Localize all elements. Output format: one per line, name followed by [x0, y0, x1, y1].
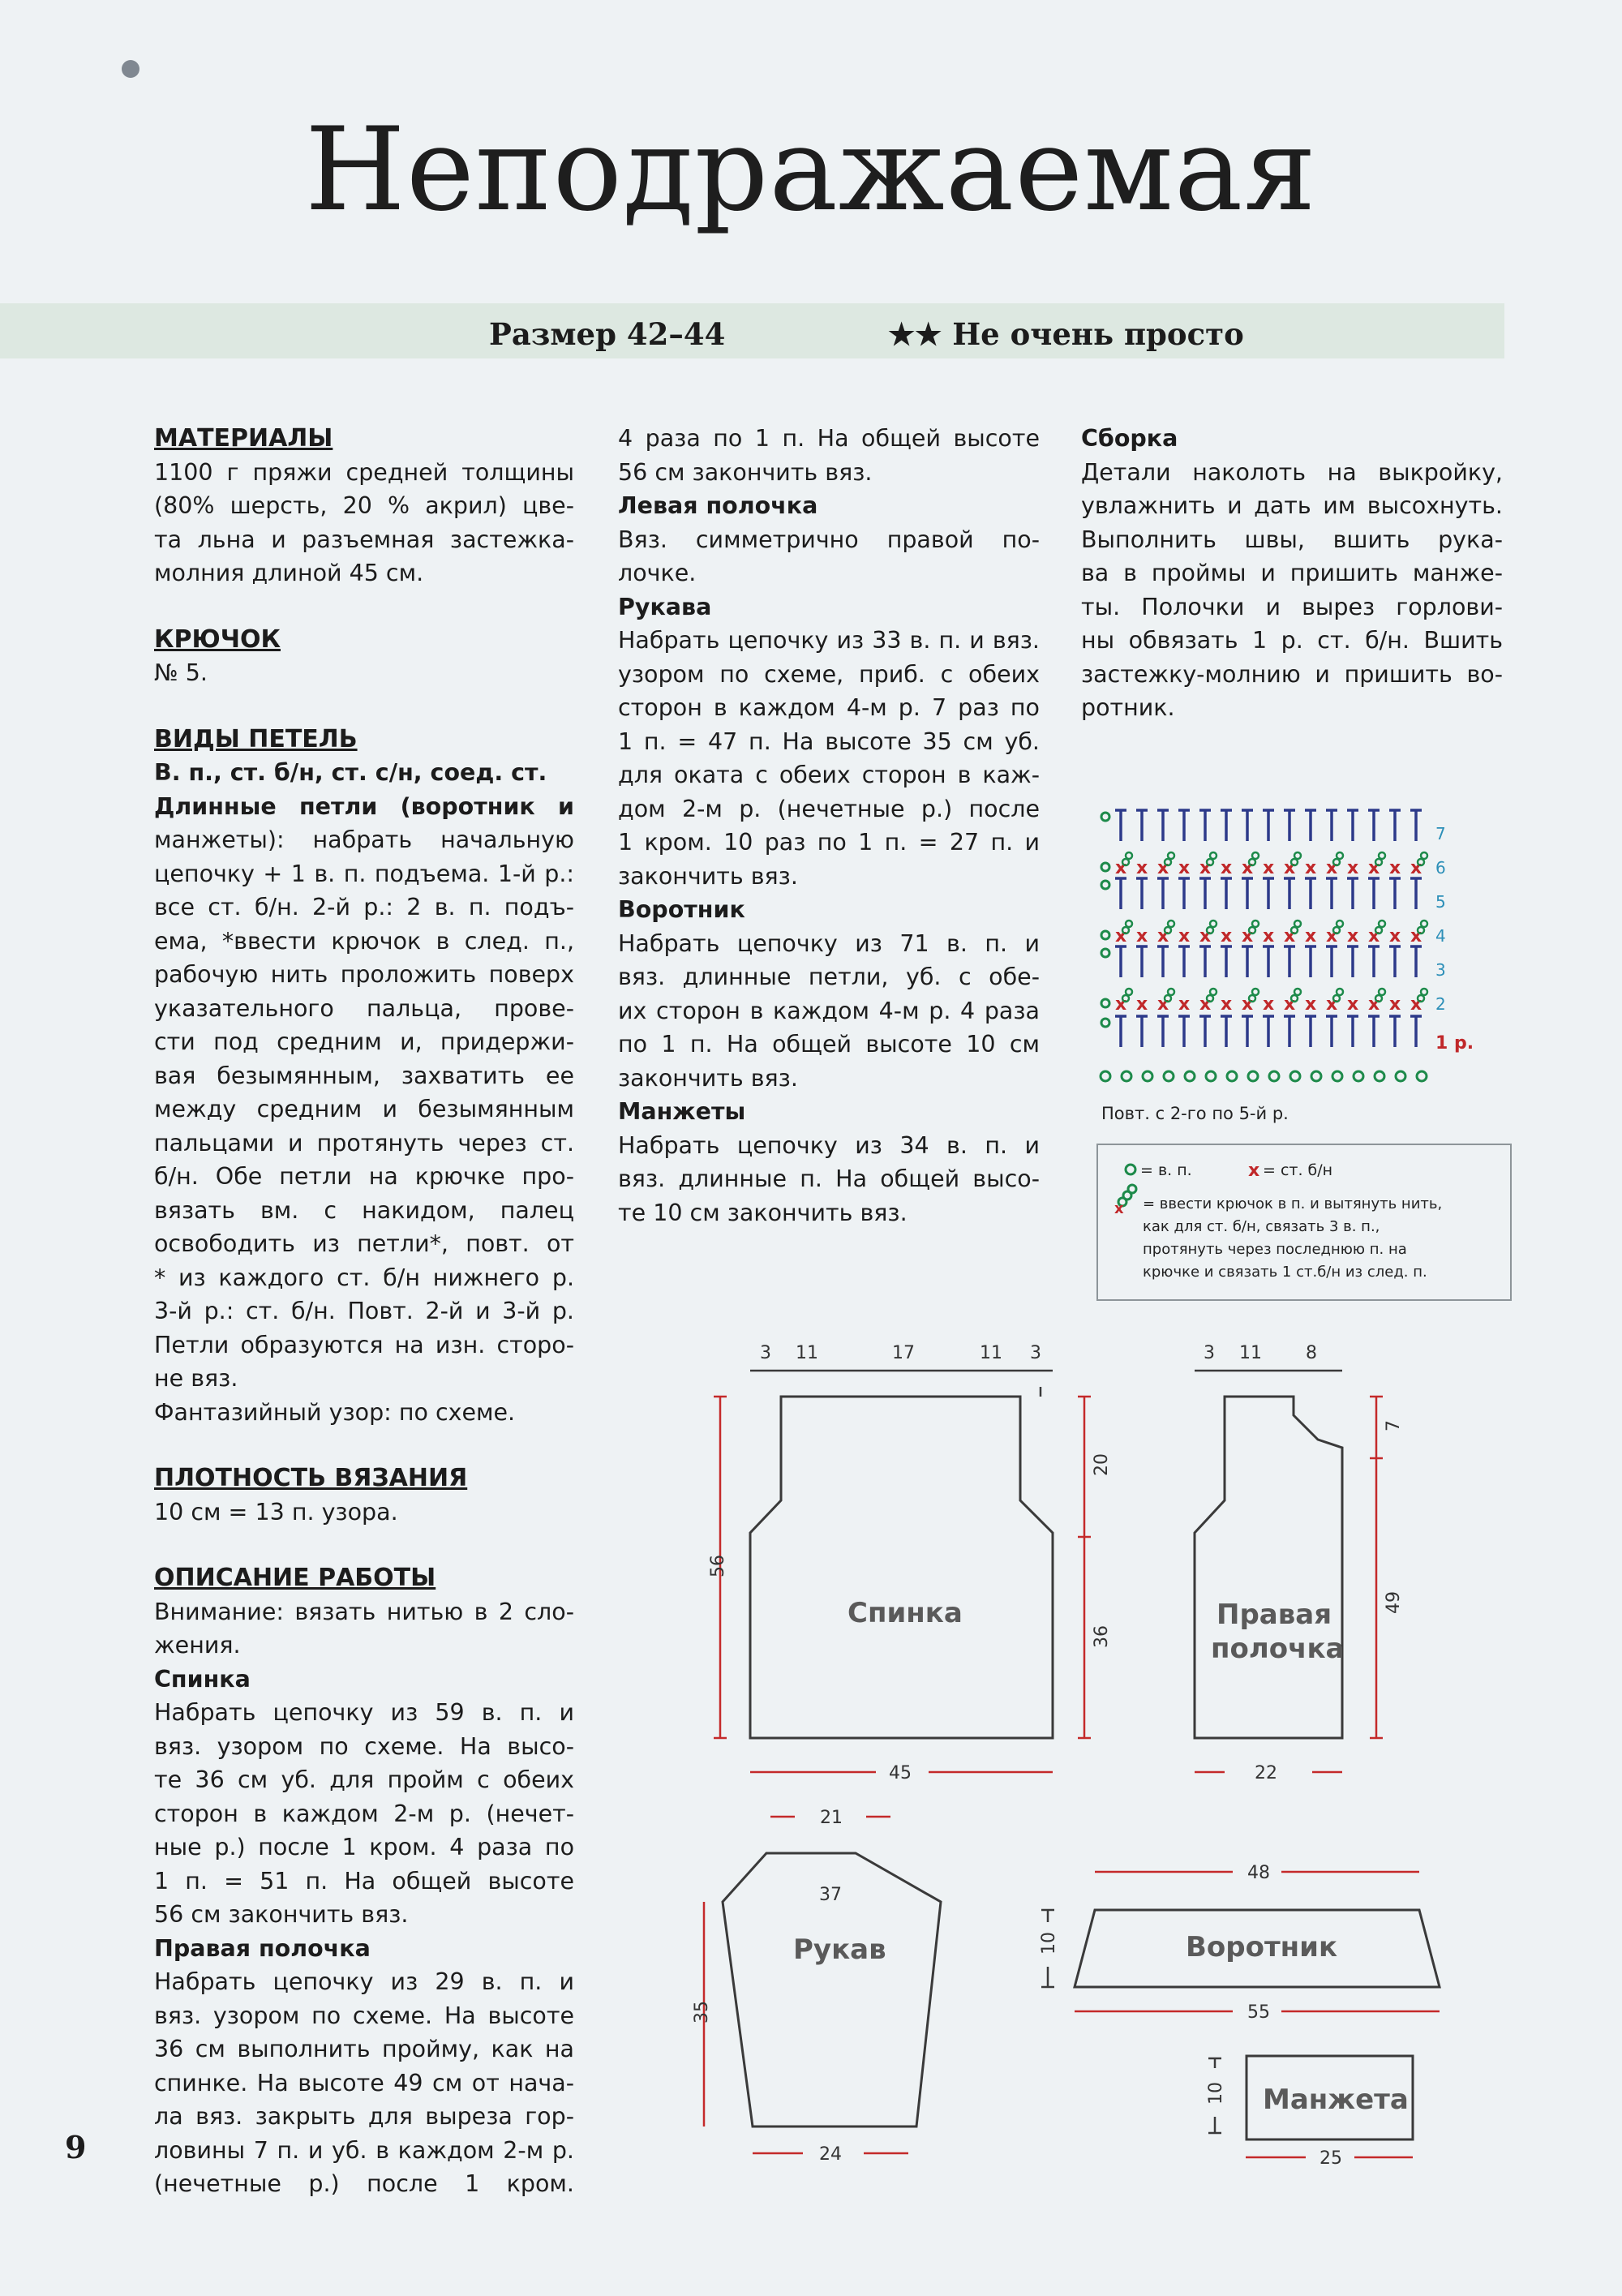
sc-stitch: x: [1410, 994, 1422, 1015]
legend-chain-text: = в. п.: [1140, 1161, 1192, 1179]
text-line: сторон в каждом 4-м р. 7 раз по: [618, 694, 1040, 721]
stitches-heading: ВИДЫ ПЕТЕЛЬ: [154, 724, 358, 753]
sc-stitch: x: [1242, 994, 1254, 1015]
text-line: пальцами и протянуть через ст.: [154, 1129, 574, 1157]
row-number: 3: [1435, 960, 1446, 980]
dim-label: 45: [889, 1763, 912, 1783]
text-line: Набрать цепочку из 33 в. п. и вяз.: [618, 627, 1040, 654]
sc-stitch: x: [1410, 858, 1422, 878]
text-line: рабочую нить проложить поверх: [154, 961, 574, 988]
text-line: вяз. длинные п. На общей высо-: [618, 1165, 1040, 1192]
text-line: по 1 п. На общей высоте 10 см: [618, 1031, 1040, 1058]
back-label: Спинка: [847, 1597, 963, 1629]
text-line: (нечетные р.) после 1 кром.: [154, 2170, 574, 2197]
sc-stitch: x: [1284, 994, 1296, 1015]
text-line: молния длиной 45 см.: [154, 560, 424, 586]
text-line: Детали наколоть на выкройку,: [1081, 458, 1503, 486]
sc-stitch: x: [1221, 858, 1233, 878]
text-line: освободить из петли*, повт. от: [154, 1230, 574, 1257]
text-line: В. п., ст. б/н, ст. с/н, соед. ст.: [154, 759, 547, 786]
row-number: 1 р.: [1435, 1033, 1474, 1054]
dim-label: 56: [708, 1555, 728, 1577]
repeat-note: Повт. с 2-го по 5-й р.: [1101, 1104, 1289, 1123]
text-line: ты. Полочки и вырез горлови-: [1081, 593, 1503, 620]
sc-stitch: x: [1368, 926, 1380, 946]
sc-stitch: x: [1136, 858, 1148, 878]
text-line: (80% шерсть, 20 % акрил) цве-: [154, 492, 574, 519]
dim-label: 35: [692, 2001, 712, 2023]
sc-stitch: x: [1178, 858, 1191, 878]
text-line: ла вяз. закрыть для выреза гор-: [154, 2103, 574, 2130]
legend-long-text: как для ст. б/н, связать 3 в. п.,: [1143, 1218, 1380, 1235]
cuff-label: Манжета: [1263, 2084, 1409, 2116]
sc-stitch: x: [1263, 994, 1275, 1015]
dim-label: 11: [980, 1343, 1002, 1363]
text-line: Длинные петли (воротник и: [154, 792, 574, 820]
row-number: 6: [1435, 858, 1446, 878]
text-line: увлажнить и дать им высохнуть.: [1081, 492, 1503, 519]
front-label: полочка: [1211, 1633, 1345, 1665]
text-line: вязать вм. с накидом, палец: [154, 1196, 574, 1224]
sc-stitch: x: [1242, 858, 1254, 878]
text-line: 3-й р.: ст. б/н. Повт. 2-й и 3-й р.: [154, 1298, 574, 1324]
collar-label: Воротник: [1186, 1931, 1338, 1963]
text-line: вяз. узором по схеме. На высо-: [154, 1732, 574, 1760]
text-line: цепочку + 1 в. п. подъема. 1-й р.:: [154, 860, 574, 887]
text-line: манжеты): набрать начальную: [154, 826, 574, 853]
front-label: Правая: [1216, 1599, 1332, 1631]
text-line: Фантазийный узор: по схеме.: [154, 1398, 516, 1426]
text-line: жения.: [154, 1632, 241, 1659]
sc-stitch: x: [1157, 858, 1169, 878]
sc-stitch: x: [1157, 994, 1169, 1015]
size-label: Размер 42–44: [489, 316, 726, 352]
sc-stitch: x: [1305, 858, 1317, 878]
sc-stitch: x: [1347, 926, 1359, 946]
sc-stitch: x: [1284, 858, 1296, 878]
text-line: ны обвязать 1 р. ст. б/н. Вшить: [1081, 627, 1503, 654]
dim-label: 10: [1206, 2082, 1226, 2105]
text-line: Петли образуются на изн. сторо-: [154, 1331, 574, 1358]
dim-label: 49: [1384, 1591, 1404, 1614]
sc-stitch: x: [1136, 926, 1148, 946]
text-line: ловины 7 п. и уб. в каждом 2-м р.: [154, 2136, 574, 2164]
text-line: те 36 см уб. для пройм с обеих: [154, 1766, 574, 1793]
text-line: застежку-молнию и пришить во-: [1081, 660, 1503, 688]
text-line: Набрать цепочку из 59 в. п. и: [154, 1699, 574, 1726]
text-line: 1 п. = 47 п. На высоте 35 см уб.: [618, 727, 1040, 755]
text-line: 1 п. = 51 п. На общей высоте: [154, 1867, 574, 1895]
text-line: ные р.) после 1 кром. 4 раза по: [154, 1834, 574, 1860]
materials-heading: МАТЕРИАЛЫ: [154, 424, 333, 453]
sc-stitch: x: [1326, 926, 1338, 946]
assembly-subheading: Сборка: [1081, 425, 1178, 452]
dim-label: 48: [1247, 1863, 1270, 1883]
text-line: Вяз. симметрично правой по-: [618, 526, 1040, 553]
svg-text:x: x: [1114, 1200, 1124, 1217]
density-heading: ПЛОТНОСТЬ ВЯЗАНИЯ: [154, 1464, 468, 1492]
text-line: не вяз.: [154, 1365, 238, 1392]
back-subheading: Спинка: [154, 1665, 251, 1693]
text-line: вяз. длинные петли, уб. с обе-: [618, 963, 1040, 990]
dim-label: 7: [1384, 1420, 1404, 1431]
legend-sc-text: = ст. б/н: [1263, 1161, 1333, 1179]
sc-stitch: x: [1178, 926, 1191, 946]
dim-label: 21: [820, 1808, 843, 1828]
row-number: 2: [1435, 994, 1446, 1014]
sc-stitch: x: [1199, 994, 1212, 1015]
dim-label: 36: [1092, 1625, 1112, 1648]
text-line: сторон в каждом 2-м р. (нечет-: [154, 1800, 574, 1827]
text-line: дом 2-м р. (нечетные р.) после: [618, 795, 1040, 822]
text-line: Набрать цепочку из 71 в. п. и: [618, 929, 1040, 957]
text-line: 10 см = 13 п. узора.: [154, 1498, 398, 1526]
sc-stitch: x: [1115, 926, 1127, 946]
text-line: № 5.: [154, 659, 208, 686]
text-line: все ст. б/н. 2-й р.: 2 в. п. подъ-: [154, 894, 574, 921]
sc-stitch: x: [1221, 994, 1233, 1015]
sleeve-label: Рукав: [793, 1933, 886, 1966]
sc-stitch: x: [1305, 994, 1317, 1015]
sc-stitch: x: [1157, 926, 1169, 946]
dim-label: 11: [1239, 1343, 1262, 1363]
row-number: 7: [1435, 824, 1446, 843]
sc-stitch: x: [1136, 994, 1148, 1015]
text-line: спинке. На высоте 49 см от нача-: [154, 2069, 574, 2096]
text-line: те 10 см закончить вяз.: [618, 1199, 908, 1226]
sc-stitch: x: [1368, 858, 1380, 878]
text-line: между средним и безымянным: [154, 1096, 574, 1122]
text-line: закончить вяз.: [618, 1064, 798, 1092]
dim-label: 20: [1092, 1453, 1112, 1476]
text-line: 56 см закончить вяз.: [618, 458, 873, 486]
sc-stitch: x: [1326, 858, 1338, 878]
dim-label: 37: [819, 1885, 842, 1905]
collar-subheading: Воротник: [618, 896, 745, 923]
sc-stitch: x: [1178, 994, 1191, 1015]
sc-stitch: x: [1410, 926, 1422, 946]
text-line: 1 кром. 10 раз по 1 п. = 27 п. и: [618, 829, 1040, 856]
sc-stitch: x: [1347, 858, 1359, 878]
dim-label: 11: [796, 1343, 818, 1363]
row-number: 5: [1435, 892, 1446, 912]
text-line: сти под средним и, придержи-: [154, 1028, 574, 1055]
front-outline: [1195, 1397, 1345, 1738]
sc-stitch: x: [1221, 926, 1233, 946]
right-front-subheading: Правая полочка: [154, 1934, 371, 1962]
text-line: вая безымянным, захватить ее: [154, 1062, 574, 1089]
sc-symbol-icon: x: [1248, 1161, 1260, 1181]
text-line: ротник.: [1081, 694, 1175, 721]
dim-label: 8: [1306, 1343, 1317, 1363]
legend-long-text: протянуть через последнюю п. на: [1143, 1241, 1407, 1258]
legend-long-text: крючке и связать 1 ст.б/н из след. п.: [1143, 1264, 1427, 1281]
page-number: 9: [65, 2129, 87, 2165]
left-front-subheading: Левая полочка: [618, 492, 818, 519]
sc-stitch: x: [1389, 994, 1401, 1015]
dim-label: 3: [760, 1343, 771, 1363]
sc-stitch: x: [1389, 858, 1401, 878]
page-title: Неподражаемая: [304, 103, 1317, 237]
text-line: 4 раза по 1 п. На общей высоте: [618, 425, 1040, 452]
text-line: указательного пальца, прове-: [154, 994, 574, 1022]
legend-long-text: = ввести крючок в п. и вытянуть нить,: [1143, 1195, 1443, 1212]
text-line: Выполнить швы, вшить рука-: [1081, 526, 1503, 553]
sc-stitch: x: [1368, 994, 1380, 1015]
row-number: 4: [1435, 926, 1446, 946]
cuffs-subheading: Манжеты: [618, 1098, 746, 1125]
dim-label: 10: [1039, 1932, 1059, 1955]
back-outline: [750, 1397, 1053, 1738]
work-heading: ОПИСАНИЕ РАБОТЫ: [154, 1564, 436, 1592]
sc-stitch: x: [1263, 858, 1275, 878]
sc-stitch: x: [1115, 994, 1127, 1015]
sc-stitch: x: [1242, 926, 1254, 946]
sc-stitch: x: [1389, 926, 1401, 946]
text-line: вяз. узором по схеме. На высоте: [154, 2002, 574, 2029]
text-line: их сторон в каждом 4-м р. 4 раза: [618, 997, 1040, 1024]
sc-stitch: x: [1284, 926, 1296, 946]
text-line: ва в проймы и пришить манже-: [1081, 560, 1503, 586]
text-line: закончить вяз.: [618, 862, 798, 890]
text-line: Внимание: вязать нитью в 2 сло-: [154, 1598, 574, 1625]
sc-stitch: x: [1326, 994, 1338, 1015]
text-line: для оката с обеих сторон в каж-: [618, 762, 1040, 788]
dim-label: 24: [819, 2144, 842, 2165]
sc-stitch: x: [1305, 926, 1317, 946]
text-line: узором по схеме, приб. с обеих: [618, 660, 1040, 688]
text-line: Набрать цепочку из 34 в. п. и: [618, 1131, 1040, 1159]
text-line: 36 см выполнить пройму, как на: [154, 2036, 574, 2062]
dim-label: 3: [1030, 1343, 1041, 1363]
text-line: 1100 г пряжи средней толщины: [154, 458, 574, 486]
sleeves-subheading: Рукава: [618, 593, 712, 620]
sc-stitch: x: [1115, 858, 1127, 878]
dim-label: 17: [892, 1343, 915, 1363]
text-line: б/н. Обе петли на крючке про-: [154, 1163, 574, 1190]
sc-stitch: x: [1263, 926, 1275, 946]
text-line: * из каждого ст. б/н нижнего р.: [154, 1264, 574, 1291]
dim-label: 22: [1255, 1763, 1277, 1783]
difficulty-label: ★★ Не очень просто: [888, 316, 1244, 352]
sc-stitch: x: [1199, 858, 1212, 878]
text-line: лочке.: [618, 560, 697, 586]
dim-label: 25: [1319, 2148, 1342, 2169]
text-line: 56 см закончить вяз.: [154, 1901, 409, 1928]
dim-label: 55: [1247, 2002, 1270, 2023]
text-line: Набрать цепочку из 29 в. п. и: [154, 1968, 574, 1995]
dim-label: 3: [1204, 1343, 1215, 1363]
text-line: та льна и разъемная застежка-: [154, 526, 574, 553]
sc-stitch: x: [1199, 926, 1212, 946]
text-line: ема, *ввести крючок в след. п.,: [154, 927, 574, 955]
sc-stitch: x: [1347, 994, 1359, 1015]
hook-heading: КРЮЧОК: [154, 624, 281, 654]
